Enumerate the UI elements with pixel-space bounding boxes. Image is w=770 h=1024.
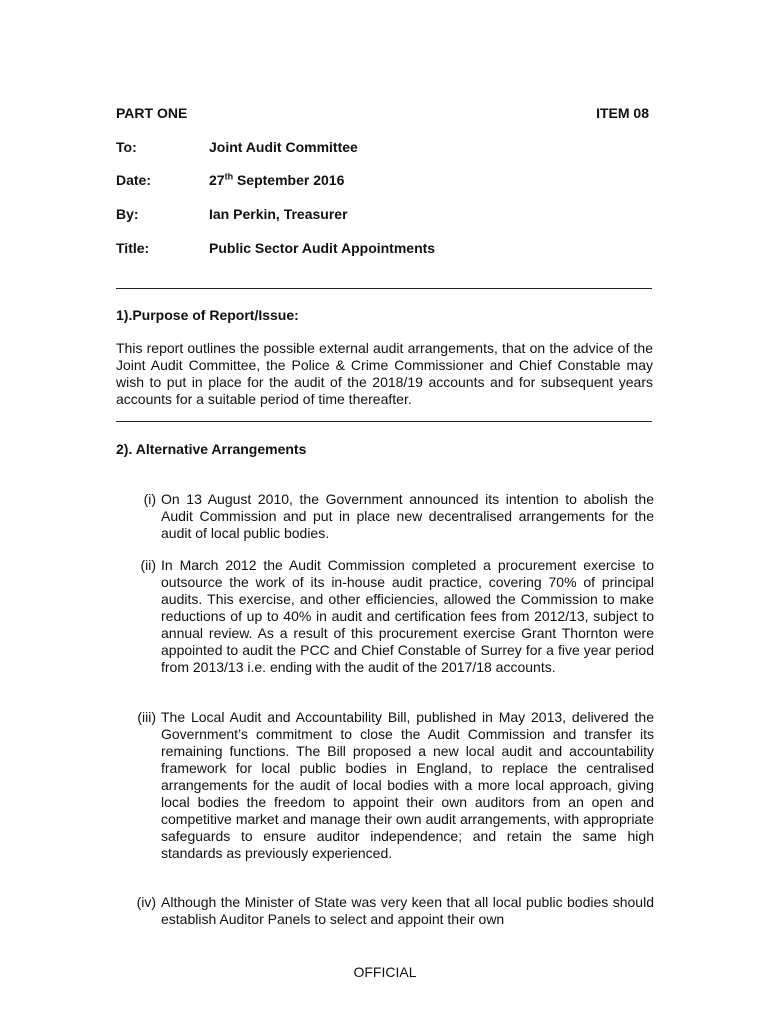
date-day: 27 xyxy=(209,172,225,188)
to-label: To: xyxy=(116,139,137,155)
title-label: Title: xyxy=(116,240,150,256)
title-value: Public Sector Audit Appointments xyxy=(209,240,436,256)
to-value: Joint Audit Committee xyxy=(209,139,358,155)
date-suffix: th xyxy=(224,171,234,182)
list-number: (i) xyxy=(143,491,156,507)
date-label: Date: xyxy=(116,172,152,188)
list-text: In March 2012 the Audit Commission completed a procurement exercise to outsource the work of its in-house audit practice, covering 70% of principal audits. This exercise, and other efficiencies, allowed the Commission to make reductions of up to 40% in audit and certification fees from 2012/13, subject to annual review. As a result of this procurement exercise Grant Thornton were appointed to audit the PCC and Chief Constable of Surrey for a five year period from 2013/13 i.e. ending with the audit of the 2017/18 accounts. xyxy=(161,557,654,675)
by-value: Ian Perkin, Treasurer xyxy=(209,206,348,222)
list-number: (ii) xyxy=(140,557,156,573)
list-number: (iii) xyxy=(137,709,156,725)
date-value xyxy=(209,172,344,188)
part-label: PART ONE xyxy=(116,105,188,121)
by-label: By: xyxy=(116,206,139,222)
section1-heading: 1).Purpose of Report/Issue: xyxy=(116,307,299,323)
list-number: (iv) xyxy=(136,894,156,910)
item-number: ITEM 08 xyxy=(596,105,649,121)
date-month-year: September 2016 xyxy=(233,172,345,188)
footer-classification: OFFICIAL xyxy=(353,964,417,980)
section1-body: This report outlines the possible external audit arrangements, that on the advice of the Joint Audit Committee, the Police & Crime Commissioner and Chief Constable may wish to put in place for the audit of the 2018/19 accounts and for subsequent years accounts for a suitable period of time thereafter. xyxy=(116,340,653,407)
list-text: On 13 August 2010, the Government announced its intention to abolish the Audit Commission and put in place new decentralised arrangements for the audit of local public bodies. xyxy=(161,491,654,541)
section2-heading: 2). Alternative Arrangements xyxy=(116,441,307,457)
divider-top xyxy=(116,288,652,289)
list-text: The Local Audit and Accountability Bill, published in May 2013, delivered the Government’s commitment to close the Audit Commission and transfer its remaining functions. The Bill proposed a new local audit and accountability framework for local public bodies in England, to replace the centralised arrangements for the audit of local bodies with a more local approach, giving local bodies the freedom to appoint their own auditors from an open and competitive market and manage their own audit arrangements, with appropriate safeguards to ensure auditor independence; and retain the same high standards as previously experienced. xyxy=(161,709,654,861)
list-text: Although the Minister of State was very keen that all local public bodies should establish Auditor Panels to select and appoint their own xyxy=(161,894,654,927)
divider-middle xyxy=(116,421,652,422)
